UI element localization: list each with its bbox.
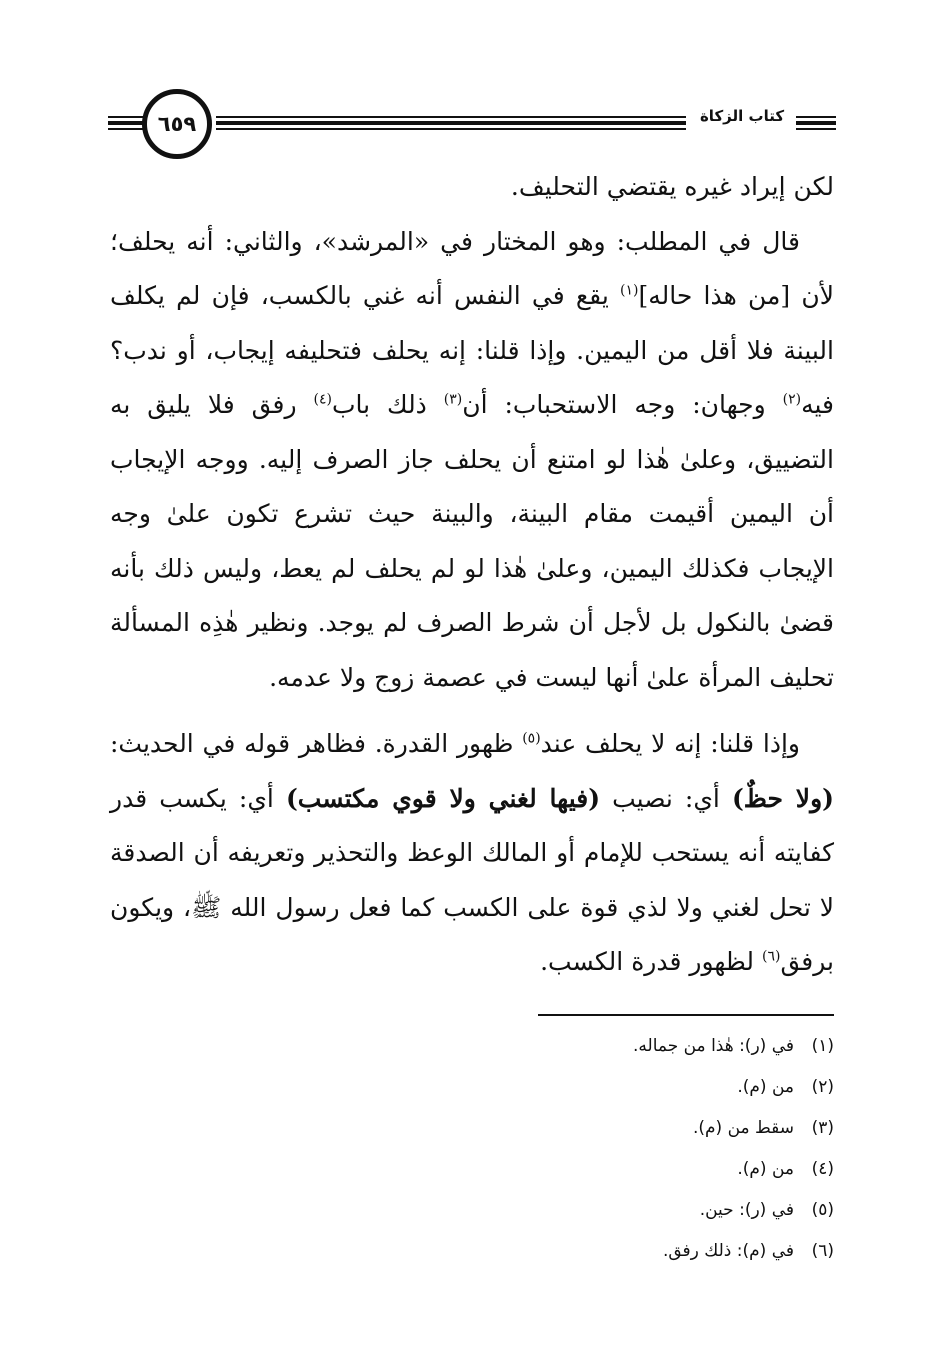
text-segment: يقع في النفس أنه غني بالكسب، فإن لم يكلف البينة فلا أقل من اليمين. وإذا قلنا: إنه يحلف فتحليفه إيجاب، أو ندب؟ فيه — [110, 281, 834, 419]
footnote-ref[interactable]: (٥) — [522, 730, 541, 747]
paragraph-3 — [110, 717, 834, 990]
text-segment: أي: نصيب — [600, 783, 732, 813]
footnote-number: (٣) — [811, 1118, 834, 1138]
footnote-number: (٤) — [811, 1159, 834, 1179]
header-rule — [796, 128, 836, 130]
text-segment: لظهور قدرة الكسب. — [540, 947, 762, 976]
footnote-text: في (ر): هٰذا من جماله. — [633, 1036, 794, 1056]
footnote-separator — [538, 1014, 834, 1016]
header-rule — [216, 116, 686, 118]
hadith-quote: (فيها لغني ولا قوي مكتسب) — [285, 783, 601, 813]
paragraph-1: لكن إيراد غيره يقتضي التحليف. — [510, 172, 834, 201]
footnote-text: سقط من (م). — [692, 1118, 794, 1138]
page-header — [108, 86, 836, 166]
footnote-ref[interactable]: (١) — [620, 282, 639, 299]
footnote-number: (٦) — [811, 1241, 834, 1261]
header-rule — [796, 116, 836, 118]
main-text — [110, 160, 834, 990]
running-title: كتاب الزكاة — [699, 107, 785, 125]
footnote-text: من (م). — [737, 1077, 794, 1097]
footnote — [400, 1067, 834, 1108]
footnote — [400, 1108, 834, 1149]
footnote-number: (٢) — [811, 1077, 834, 1097]
text-segment: رفق فلا يليق به التضييق، وعلىٰ هٰذا لو امتنع أن يحلف جاز الصرف إليه. ووجه الإيجاب أن اليمين أقيمت مقام البينة، والبينة حيث تشرع تكون علىٰ وجه الإيجاب فكذلك اليمين، وعلىٰ هٰذا لو لم يحلف لم يعط، وليس ذلك بأنه قضىٰ بالنكول بل لأجل أن شرط الصرف لم يوجد. ونظير هٰذِه المسألة تحليف المرأة علىٰ أنها ليست في عصمة زوج ولا عدمه. — [110, 390, 834, 692]
footnote — [400, 1190, 834, 1231]
footnote-text: في (ر): حين. — [699, 1200, 794, 1220]
footnote-text: في (م): ذلك رفق. — [662, 1241, 794, 1261]
footnotes — [400, 1026, 834, 1272]
footnote — [400, 1231, 834, 1272]
header-rule — [796, 121, 836, 125]
text-segment: قال في المطلب: وهو المختار في «المرشد»، والثاني: أنه يحلف؛ لأن [من هذا حاله] — [110, 226, 834, 310]
footnote-number: (١) — [811, 1036, 834, 1056]
footnote-ref[interactable]: (٢) — [782, 391, 802, 408]
hadith-quote: (ولا حظٌ) — [731, 783, 834, 813]
footnote-ref[interactable]: (٤) — [313, 391, 332, 408]
footnote-ref[interactable]: (٣) — [443, 391, 463, 408]
text-segment: ذلك باب — [331, 390, 444, 419]
header-rule — [216, 128, 686, 130]
footnote — [400, 1026, 834, 1067]
footnote — [400, 1149, 834, 1190]
paragraph-2 — [110, 215, 834, 706]
text-segment: وجهان: وجه الاستحباب: أن — [462, 390, 783, 419]
text-segment: ظهور القدرة. فظاهر قوله في الحديث: — [110, 729, 523, 758]
footnote-ref[interactable]: (٦) — [761, 948, 781, 965]
footnote-text: من (م). — [737, 1159, 794, 1179]
page-number: ٦٥٩ — [142, 89, 212, 159]
text-segment: وإذا قلنا: إنه لا يحلف عند — [540, 729, 800, 758]
text-segment: أي: يكسب قدر كفايته أنه يستحب للإمام أو المالك الوعظ والتحذير وتعريفه أن الصدقة لا تحل لغني ولا لذي قوة على الكسب كما فعل رسول الله ﷺ، ويكون برفق — [110, 783, 834, 976]
header-rule — [216, 121, 686, 125]
footnote-number: (٥) — [811, 1200, 834, 1220]
